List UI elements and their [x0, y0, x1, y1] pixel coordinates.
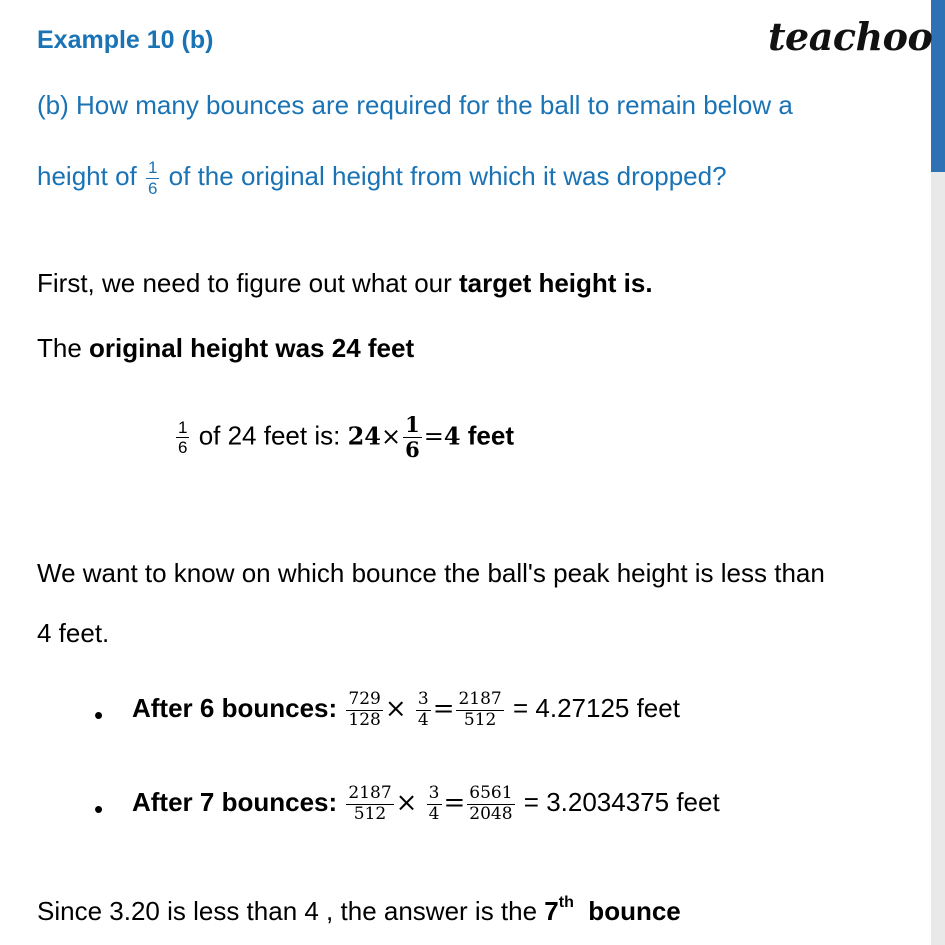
- teachoo-logo: teachoo: [768, 14, 933, 59]
- original-height-line: The original height was 24 feet: [37, 333, 415, 363]
- fraction: $\frac{6561}{2048}$: [469, 783, 513, 824]
- want-line-1: We want to know on which bounce the ball's peak height is less than: [37, 558, 825, 588]
- fraction: $\frac{2187}{512}$: [348, 783, 392, 824]
- page-title: Example 10 (b): [37, 26, 214, 54]
- bullet-dot: •: [94, 794, 104, 824]
- question-line-1: (b) How many bounces are required for the ball to remain below a: [37, 90, 793, 120]
- intro-line: First, we need to figure out what our target height is.: [37, 268, 653, 298]
- target-calculation: $\frac{1}{6}$ of 24 feet is: 24× $\frac{1}{6}$ =4 feet: [178, 412, 514, 463]
- scrollbar-thumb[interactable]: [931, 0, 945, 172]
- fraction: $\frac{3}{4}$: [428, 783, 440, 824]
- fraction-one-sixth: $\frac{1}{6}$: [147, 158, 158, 198]
- fraction: $\frac{2187}{512}$: [458, 689, 502, 730]
- fraction: $\frac{3}{4}$: [417, 689, 429, 730]
- scrollbar-track[interactable]: [931, 0, 945, 945]
- bullet-after-7-bounces: After 7 bounces: $\frac{2187}{512}$ × $\frac{3}{4}$ = $\frac{6561}{2048}$ = 3.2034375 feet: [132, 783, 720, 824]
- bullet-after-6-bounces: After 6 bounces: $\frac{729}{128}$ × $\frac{3}{4}$ = $\frac{2187}{512}$ = 4.27125 feet: [132, 689, 680, 730]
- fraction-bold-one-sixth: $\frac{1}{6}$: [405, 412, 420, 463]
- conclusion-line: Since 3.20 is less than 4 , the answer is the 7th bounce: [37, 894, 681, 926]
- fraction: $\frac{729}{128}$: [348, 689, 381, 730]
- want-line-2: 4 feet.: [37, 618, 110, 648]
- bullet-dot: •: [94, 700, 104, 730]
- question-line-2: height of $\frac{1}{6}$ of the original height from which it was dropped?: [37, 158, 727, 198]
- fraction-one-sixth: $\frac{1}{6}$: [178, 417, 188, 458]
